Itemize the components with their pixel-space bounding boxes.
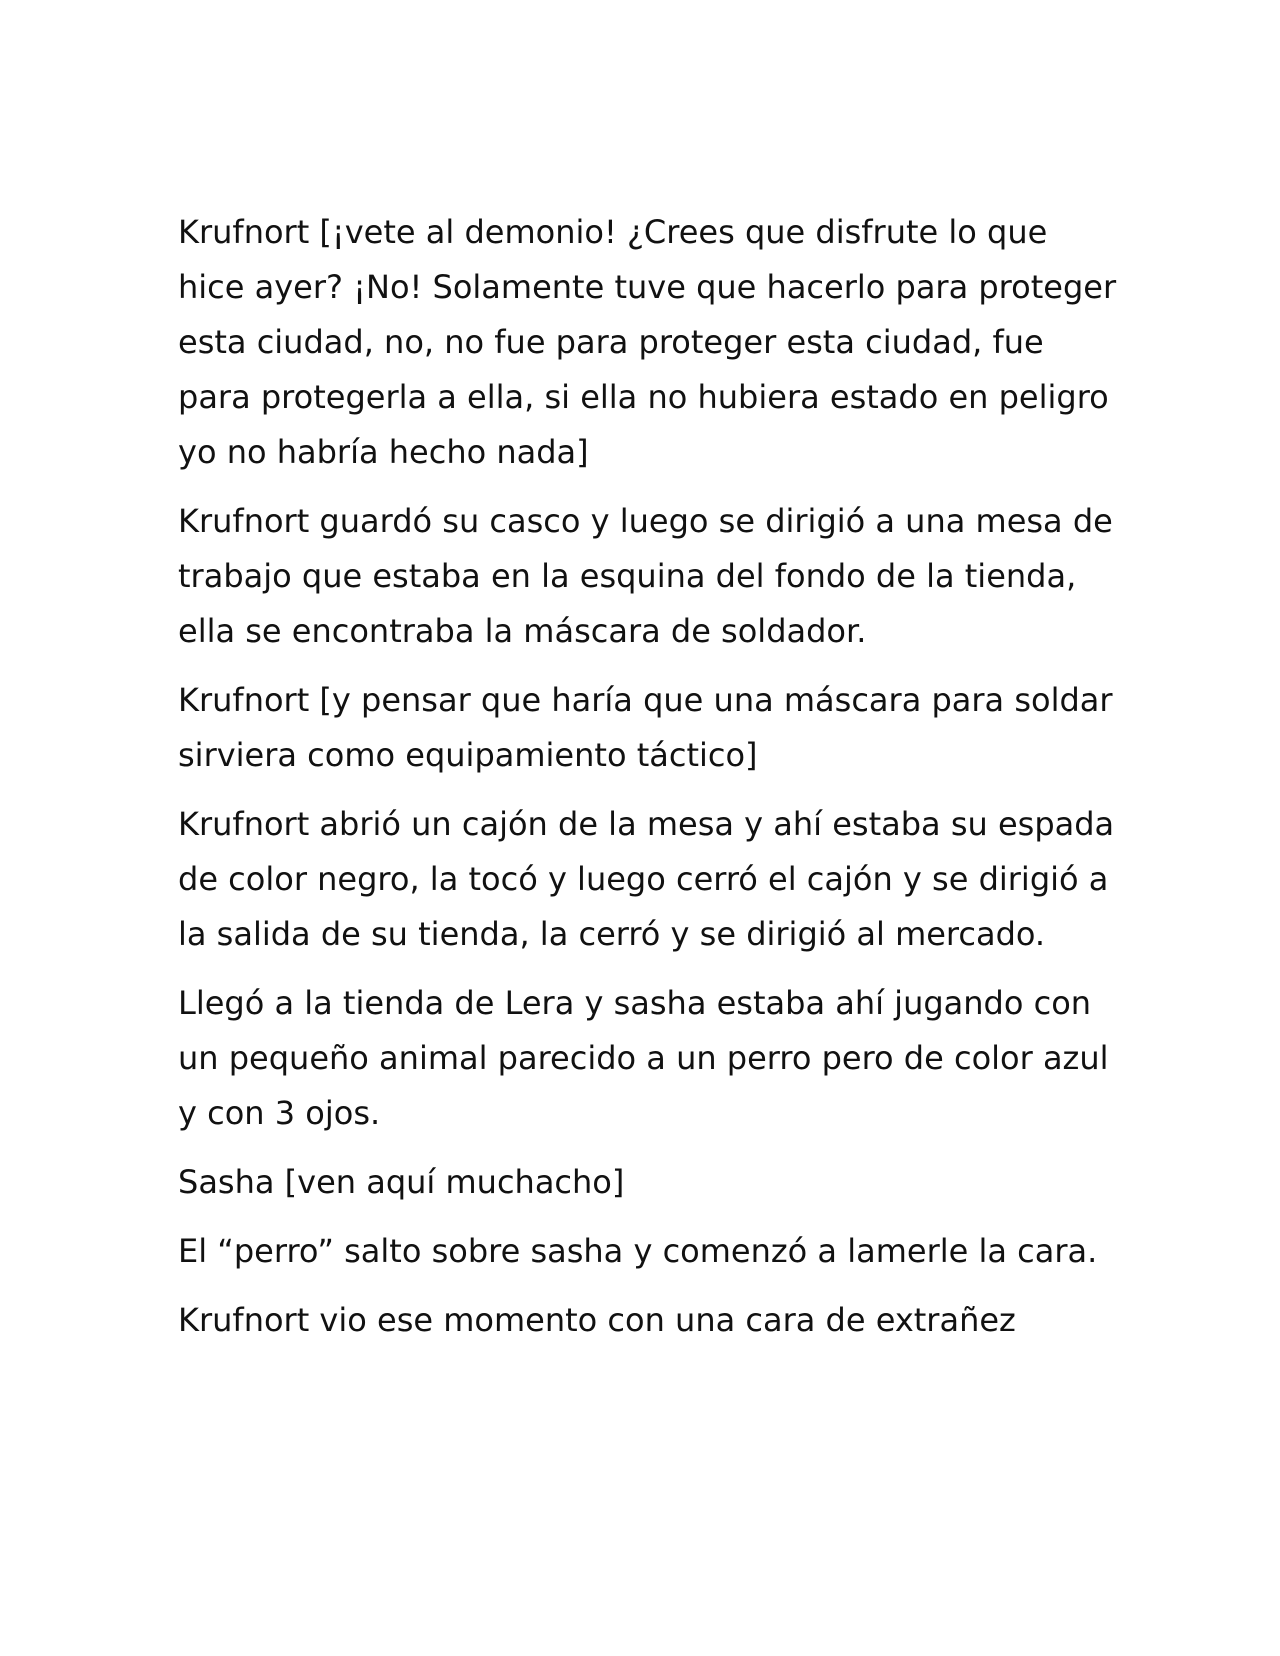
paragraph: Krufnort abrió un cajón de la mesa y ahí estaba su espada de color negro, la tocó y luego cerró el cajón y se dirigió a la salida de su tienda, la cerró y se dirigió al mercado. [178,805,1115,953]
paragraph: Krufnort vio ese momento con una cara de extrañez [178,1301,1016,1339]
paragraph: El “perro” salto sobre sasha y comenzó a lamerle la cara. [178,1232,1098,1270]
paragraph: Sasha [ven aquí muchacho] [178,1163,625,1201]
paragraph: Llegó a la tienda de Lera y sasha estaba ahí jugando con un pequeño animal parecido a un perro pero de color azul y con 3 ojos. [178,984,1109,1132]
paragraph: Krufnort guardó su casco y luego se dirigió a una mesa de trabajo que estaba en la esquina del fondo de la tienda, ella se encontraba la máscara de soldador. [178,502,1113,650]
text-body [178,205,1118,1362]
paragraph: Krufnort [y pensar que haría que una máscara para soldar sirviera como equipamiento táctico] [178,681,1113,774]
paragraph: Krufnort [¡vete al demonio! ¿Crees que disfrute lo que hice ayer? ¡No! Solamente tuve que hacerlo para proteger esta ciudad, no, no fue para proteger esta ciudad, fue para protegerla a ella, si ella no hubiera estado en peligro yo no habría hecho nada] [178,213,1117,471]
